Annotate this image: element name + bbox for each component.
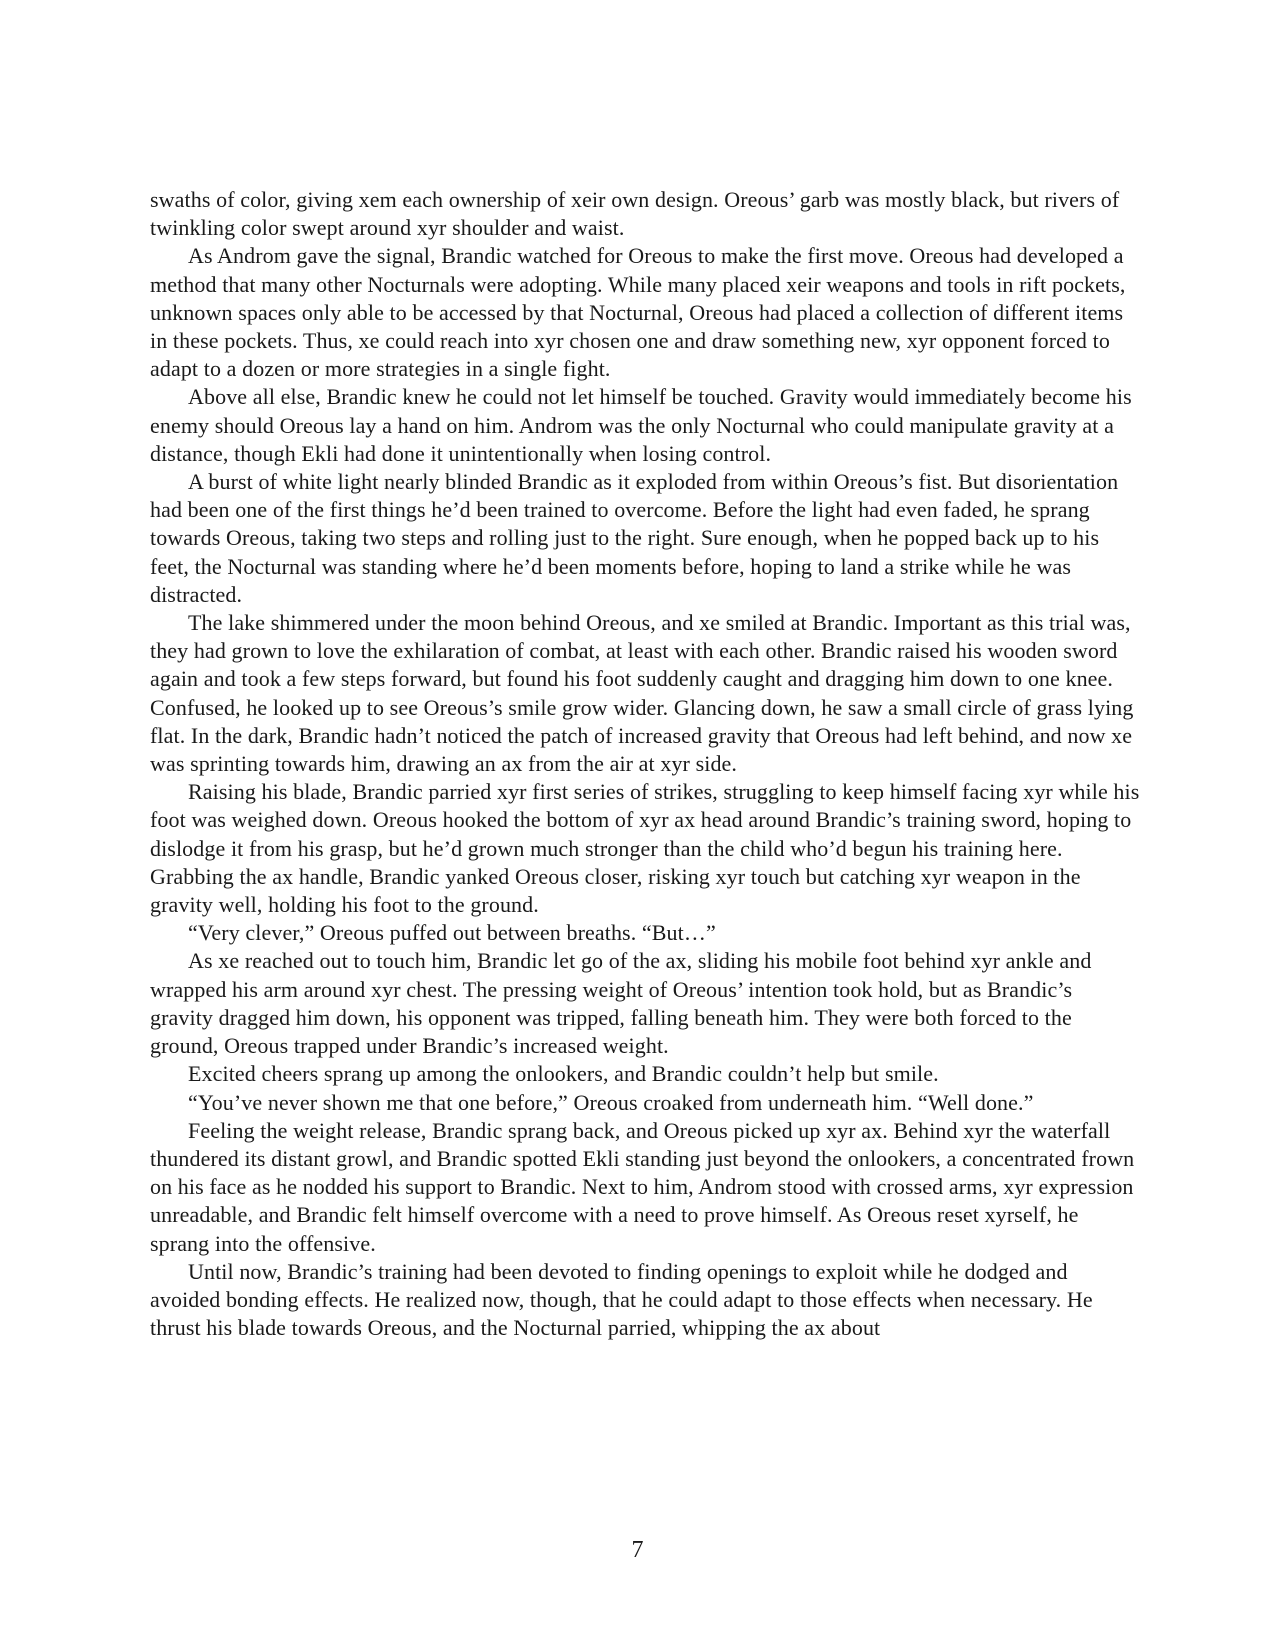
paragraph: As Androm gave the signal, Brandic watched for Oreous to make the first move. Oreous had developed a method that many other Nocturnals were adopting. While many placed xeir weapons and tools in rift pockets, unknown spaces only able to be accessed by that Nocturnal, Oreous had placed a collection of different items in these pockets. Thus, xe could reach into xyr chosen one and draw something new, xyr opponent forced to adapt to a dozen or more strategies in a single fight.: [150, 243, 1126, 382]
paragraph: As xe reached out to touch him, Brandic let go of the ax, sliding his mobile foot behind xyr ankle and wrapped his arm around xyr chest. The pressing weight of Oreous’ intention took hold, but as Brandic’s gravity dragged him down, his opponent was tripped, falling beneath him. They were both forced to the ground, Oreous trapped under Brandic’s increased weight.: [150, 948, 1092, 1059]
paragraph: Feeling the weight release, Brandic sprang back, and Oreous picked up xyr ax. Behind xyr the waterfall thundered its distant growl, and Brandic spotted Ekli standing just beyond the onlookers, a concentrated frown on his face as he nodded his support to Brandic. Next to him, Androm stood with crossed arms, xyr expression unreadable, and Brandic felt himself overcome with a need to prove himself. As Oreous reset xyrself, he sprang into the offensive.: [150, 1117, 1135, 1256]
paragraph-continued: swaths of color, giving xem each ownership of xeir own design. Oreous’ garb was mostly black, but rivers of twinkling color swept around xyr shoulder and waist.: [150, 187, 1120, 241]
paragraph: The lake shimmered under the moon behind Oreous, and xe smiled at Brandic. Important as this trial was, they had grown to love the exhilaration of combat, at least with each other. Brandic raised his wooden sword again and took a few steps forward, but found his foot suddenly caught and dragging him down to one knee. Confused, he looked up to see Oreous’s smile grow wider. Glancing down, he saw a small circle of grass lying flat. In the dark, Brandic hadn’t noticed the patch of increased gravity that Oreous had left behind, and now xe was sprinting towards him, drawing an ax from the air at xyr side.: [150, 610, 1134, 777]
paragraph: “Very clever,” Oreous puffed out between breaths. “But…”: [188, 920, 716, 946]
paragraph: Raising his blade, Brandic parried xyr first series of strikes, struggling to keep himself facing xyr while his foot was weighed down. Oreous hooked the bottom of xyr ax head around Brandic’s training sword, hoping to dislodge it from his grasp, but he’d grown much stronger than the child who’d begun his training here. Grabbing the ax handle, Brandic yanked Oreous closer, risking xyr touch but catching xyr weapon in the gravity well, holding his foot to the ground.: [150, 779, 1140, 918]
paragraph: Until now, Brandic’s training had been devoted to finding openings to exploit while he dodged and avoided bonding effects. He realized now, though, that he could adapt to those effects when necessary. He thrust his blade towards Oreous, and the Nocturnal parried, whipping the ax about: [150, 1258, 1093, 1341]
page-number: 7: [631, 1537, 644, 1563]
body-text: [150, 186, 1140, 1342]
paragraph: Excited cheers sprang up among the onlookers, and Brandic couldn’t help but smile.: [188, 1061, 939, 1087]
paragraph: A burst of white light nearly blinded Brandic as it exploded from within Oreous’s fist. But disorientation had been one of the first things he’d been trained to overcome. Before the light had even faded, he sprang towards Oreous, taking two steps and rolling just to the right. Sure enough, when he popped back up to his feet, the Nocturnal was standing where he’d been moments before, hoping to land a strike while he was distracted.: [150, 469, 1119, 607]
paragraph: “You’ve never shown me that one before,” Oreous croaked from underneath him. “Well done.”: [188, 1089, 1034, 1115]
paragraph: Above all else, Brandic knew he could not let himself be touched. Gravity would immediately become his enemy should Oreous lay a hand on him. Androm was the only Nocturnal who could manipulate gravity at a distance, though Ekli had done it unintentionally when losing control.: [150, 384, 1132, 466]
